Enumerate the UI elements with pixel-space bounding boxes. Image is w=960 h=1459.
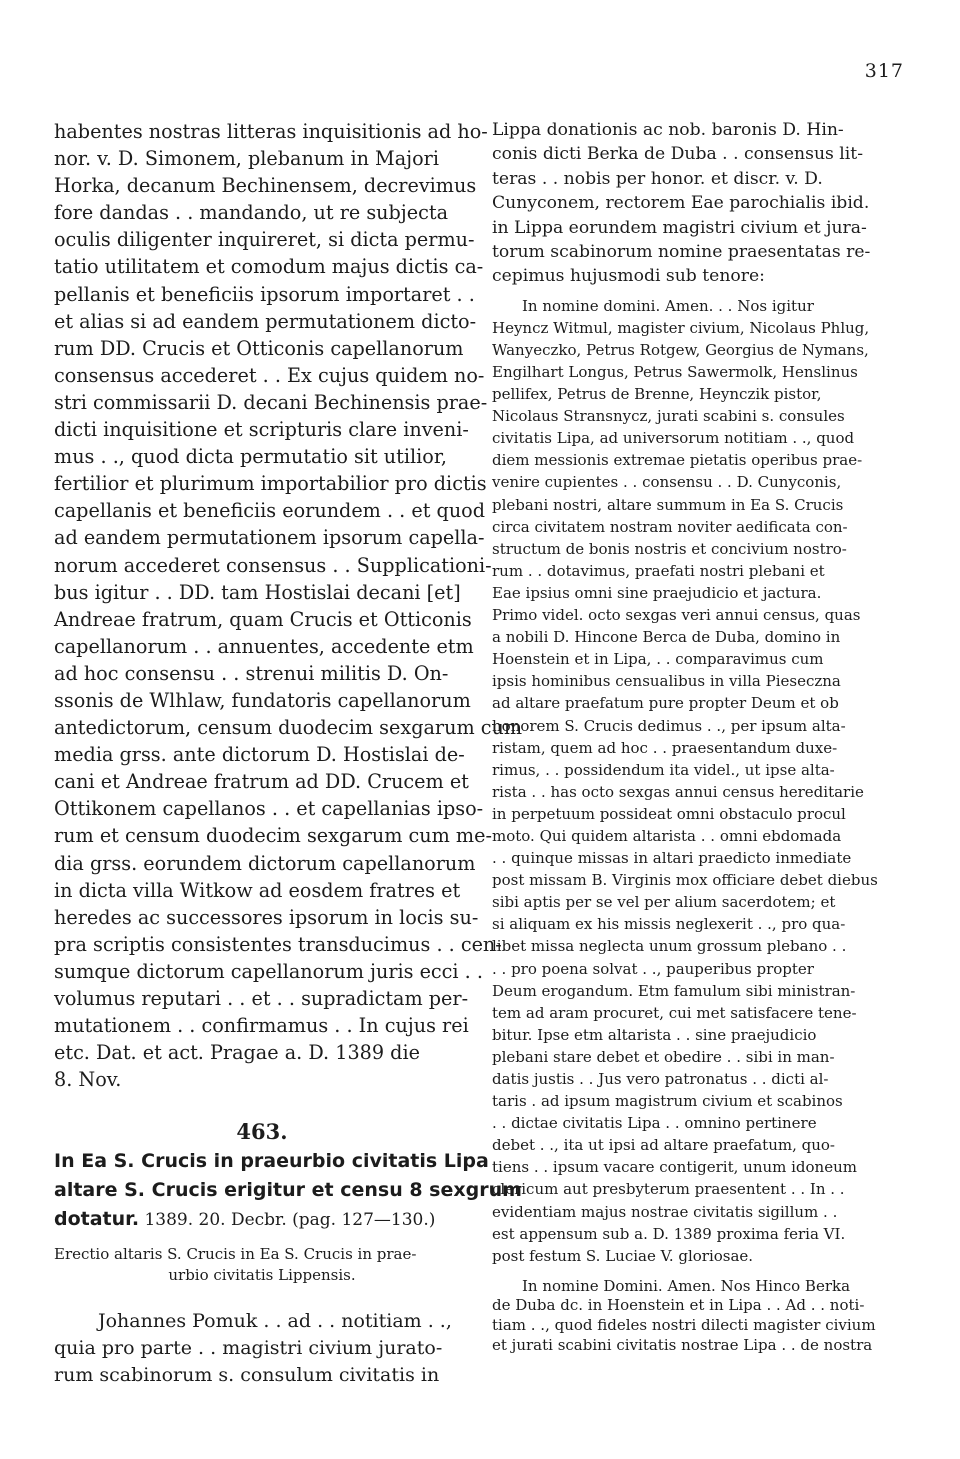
text-line: . . pro poena solvat . ., pauperibus propter — [492, 959, 814, 978]
left-column — [54, 118, 523, 1389]
text-line: a nobili D. Hincone Berca de Duba, domino in — [492, 628, 841, 647]
text-line: cepimus hujusmodi sub tenore: — [492, 266, 765, 287]
text-line: Andreae fratrum, quam Crucis et Otticonis — [54, 607, 472, 631]
text-line: clericum aut presbyterum praesentent . . In . . — [492, 1180, 845, 1199]
text-line: circa civitatem nostram noviter aedificata con- — [492, 517, 848, 536]
text-line: ad eandem permutationem ipsorum capella- — [54, 526, 485, 550]
subheading-line: urbio civitatis Lippensis. — [168, 1266, 356, 1285]
text-line: pellanis et beneficiis ipsorum importaret . . — [54, 282, 475, 306]
text-line: tatio utilitatem et comodum majus dictis ca- — [54, 255, 484, 279]
text-line: tiens . . ipsum vacare contigerit, unum idoneum — [492, 1158, 857, 1177]
text-line: ssonis de Wlhlaw, fundatoris capellanorum — [54, 688, 471, 712]
text-line: In nomine Domini. Amen. Nos Hinco Berka — [522, 1276, 851, 1295]
text-line: Johannes Pomuk . . ad . . notitiam . ., — [98, 1310, 452, 1333]
text-line: ristam, quem ad hoc . . praesentandum duxe- — [492, 738, 838, 757]
text-line: libet missa neglecta unum grossum plebano . . — [492, 937, 847, 956]
heading-line — [54, 1205, 470, 1234]
heading-bold-part: dotatur. — [54, 1208, 140, 1231]
right-column — [492, 118, 910, 1355]
heading-date-part: 1389. 20. Decbr. (pag. 127—130.) — [139, 1210, 436, 1231]
text-line: mutationem . . confirmamus . . In cujus rei — [54, 1014, 469, 1038]
text-line: . . quinque missas in altari praedicto inmediate — [492, 849, 852, 868]
document-number: 463. — [236, 1119, 288, 1145]
text-line: quia pro parte . . magistri civium jurato- — [54, 1337, 443, 1360]
text-line: est appensum sub a. D. 1389 proxima feria VI. — [492, 1224, 846, 1243]
text-line: pellifex, Petrus de Brenne, Heynczik pistor, — [492, 385, 822, 404]
text-line: nor. v. D. Simonem, plebanum in Majori — [54, 147, 439, 171]
text-line: bus igitur . . DD. tam Hostislai decani [et] — [54, 580, 461, 604]
text-line: cani et Andreae fratrum ad DD. Crucem et — [54, 770, 469, 794]
text-line: et alias si ad eandem permutationem dicto- — [54, 309, 477, 333]
text-line: rum . . dotavimus, praefati nostri plebani et — [492, 561, 825, 580]
text-line: tem ad aram procuret, cui met satisfacere tene- — [492, 1003, 857, 1022]
text-line: in perpetuum possideat omni obstaculo procul — [492, 804, 846, 823]
heading-line: altare S. Crucis erigitur et censu 8 sexgrum — [54, 1179, 522, 1202]
text-line: debet . ., ita ut ipsi ad altare praefatum, quo- — [492, 1136, 835, 1155]
quoted-charter — [492, 295, 910, 1267]
text-line: plebani nostri, altare summum in Ea S. Crucis — [492, 495, 844, 514]
text-line: Engilhart Longus, Petrus Sawermolk, Henslinus — [492, 363, 858, 382]
text-line: heredes ac successores ipsorum in locis su- — [54, 905, 479, 929]
text-line: fore dandas . . mandando, ut re subjecta — [54, 201, 449, 225]
text-line: tiam . ., quod fideles nostri dilecti magister civium — [492, 1316, 876, 1335]
text-line: ad altare praefatum pure propter Deum et ob — [492, 694, 839, 713]
text-line: rum et censum duodecim sexgarum cum me- — [54, 824, 492, 848]
text-line: mus . ., quod dicta permutatio sit utilior, — [54, 445, 447, 469]
text-line: honorem S. Crucis dedimus . ., per ipsum alta- — [492, 716, 846, 735]
text-line: rimus, . . possidendum ita videl., ut ipse alta- — [492, 760, 835, 779]
left-tail-text — [54, 1308, 470, 1389]
text-line: sibi aptis per se vel per alium sacerdotem; et — [492, 893, 836, 912]
text-line: Ottikonem capellanos . . et capellanias ipso- — [54, 797, 484, 821]
heading-line: In Ea S. Crucis in praeurbio civitatis Lipa — [54, 1150, 489, 1173]
page-number: 317 — [864, 60, 904, 82]
text-line: capellanorum . . annuentes, accedente etm — [54, 634, 474, 658]
text-line: diem messionis extremae pietatis operibus prae- — [492, 451, 863, 470]
text-line: dia grss. eorundem dictorum capellanorum — [54, 851, 476, 875]
text-line: Cunyconem, rectorem Eae parochialis ibid. — [492, 193, 870, 214]
text-line: plebani stare debet et obedire . . sibi in man- — [492, 1047, 835, 1066]
text-line: teras . . nobis per honor. et discr. v. D. — [492, 168, 823, 189]
text-line: evidentiam majus nostrae civitatis sigillum . . — [492, 1202, 838, 1221]
text-line: Eae ipsius omni sine praejudicio et jactura. — [492, 583, 822, 602]
text-line: datis justis . . Jus vero patronatus . . dicti al- — [492, 1070, 829, 1089]
second-charter-opening — [492, 1277, 910, 1355]
text-line: Wanyeczko, Petrus Rotgew, Georgius de Nymans, — [492, 340, 869, 359]
text-line: Horka, decanum Bechinensem, decrevimus — [54, 174, 477, 198]
text-line: sumque dictorum capellanorum juris ecci . . — [54, 959, 483, 983]
text-line: fertilior et plurimum importabilior pro dictis — [54, 472, 487, 496]
text-line: rista . . has octo sexgas annui census hereditarie — [492, 782, 864, 801]
text-line: media grss. ante dictorum D. Hostislai de- — [54, 743, 465, 767]
subheading-line: Erectio altaris S. Crucis in Ea S. Crucis in prae- — [54, 1245, 417, 1264]
text-line: Nicolaus Stransnycz, jurati scabini s. consules — [492, 407, 845, 426]
text-line: ad hoc consensu . . strenui militis D. On- — [54, 661, 449, 685]
text-line: . . dictae civitatis Lipa . . omnino pertinere — [492, 1114, 817, 1133]
document-heading — [54, 1147, 522, 1234]
text-line: habentes nostras litteras inquisitionis ad ho- — [54, 120, 488, 143]
text-line: bitur. Ipse etm altarista . . sine praejudicio — [492, 1025, 817, 1044]
text-line: et jurati scabini civitatis nostrae Lipa . . de nostra — [492, 1335, 873, 1354]
text-line: 8. Nov. — [54, 1068, 122, 1092]
text-line: Primo videl. octo sexgas veri annui census, quas — [492, 606, 861, 625]
text-line: oculis diligenter inquireret, si dicta permu- — [54, 228, 475, 252]
text-line: pra scriptis consistentes transducimus . . cen- — [54, 932, 502, 956]
text-line: rum DD. Crucis et Otticonis capellanorum — [54, 336, 464, 360]
text-line: structum de bonis nostris et concivium nostro- — [492, 539, 847, 558]
text-line: de Duba dc. in Hoenstein et in Lipa . . Ad . . noti- — [492, 1296, 865, 1315]
text-line: stri commissarii D. decani Bechinensis prae- — [54, 390, 488, 414]
text-line: post missam B. Virginis mox officiare debet diebus — [492, 871, 878, 890]
text-line: in Lippa eorundem magistri civium et jura- — [492, 217, 867, 238]
text-line: norum accederet consensus . . Supplicationi- — [54, 553, 492, 577]
text-line: In nomine domini. Amen. . . Nos igitur — [522, 296, 814, 315]
text-line: Deum erogandum. Etm famulum sibi ministran- — [492, 981, 856, 1000]
text-line: consensus accederet . . Ex cujus quidem no- — [54, 363, 485, 387]
text-line: volumus reputari . . et . . supradictam per- — [54, 987, 469, 1010]
text-line: Heyncz Witmul, magister civium, Nicolaus Phlug, — [492, 318, 870, 337]
left-body-text — [54, 118, 523, 1093]
text-line: dicti inquisitione et scripturis clare inveni- — [54, 418, 469, 442]
right-body-text — [492, 118, 910, 289]
text-line: ipsis hominibus censualibus in villa Pieseczna — [492, 672, 841, 691]
text-line: civitatis Lipa, ad universorum notitiam . ., quod — [492, 429, 855, 448]
document-subheading — [54, 1244, 470, 1286]
text-line: torum scabinorum nomine praesentatas re- — [492, 241, 871, 262]
text-line: rum scabinorum s. consulum civitatis in — [54, 1364, 440, 1387]
text-line: taris . ad ipsum magistrum civium et scabinos — [492, 1092, 843, 1111]
text-line: capellanis et beneficiis eorundem . . et quod — [54, 499, 486, 523]
text-line: Lippa donationis ac nob. baronis D. Hin- — [492, 120, 844, 140]
text-line: si aliquam ex his missis neglexerit . ., pro qua- — [492, 915, 846, 934]
text-line: etc. Dat. et act. Pragae a. D. 1389 die — [54, 1041, 420, 1065]
text-line: venire cupientes . . consensu . . D. Cunyconis, — [492, 473, 842, 492]
text-line: antedictorum, censum duodecim sexgarum cum — [54, 716, 523, 740]
text-line: Hoenstein et in Lipa, . . comparavimus cum — [492, 650, 824, 669]
text-line: conis dicti Berka de Duba . . consensus lit- — [492, 144, 863, 165]
text-line: in dicta villa Witkow ad eosdem fratres et — [54, 878, 461, 902]
text-line: post festum S. Luciae V. gloriosae. — [492, 1246, 754, 1265]
text-line: moto. Qui quidem altarista . . omni ebdomada — [492, 826, 842, 845]
